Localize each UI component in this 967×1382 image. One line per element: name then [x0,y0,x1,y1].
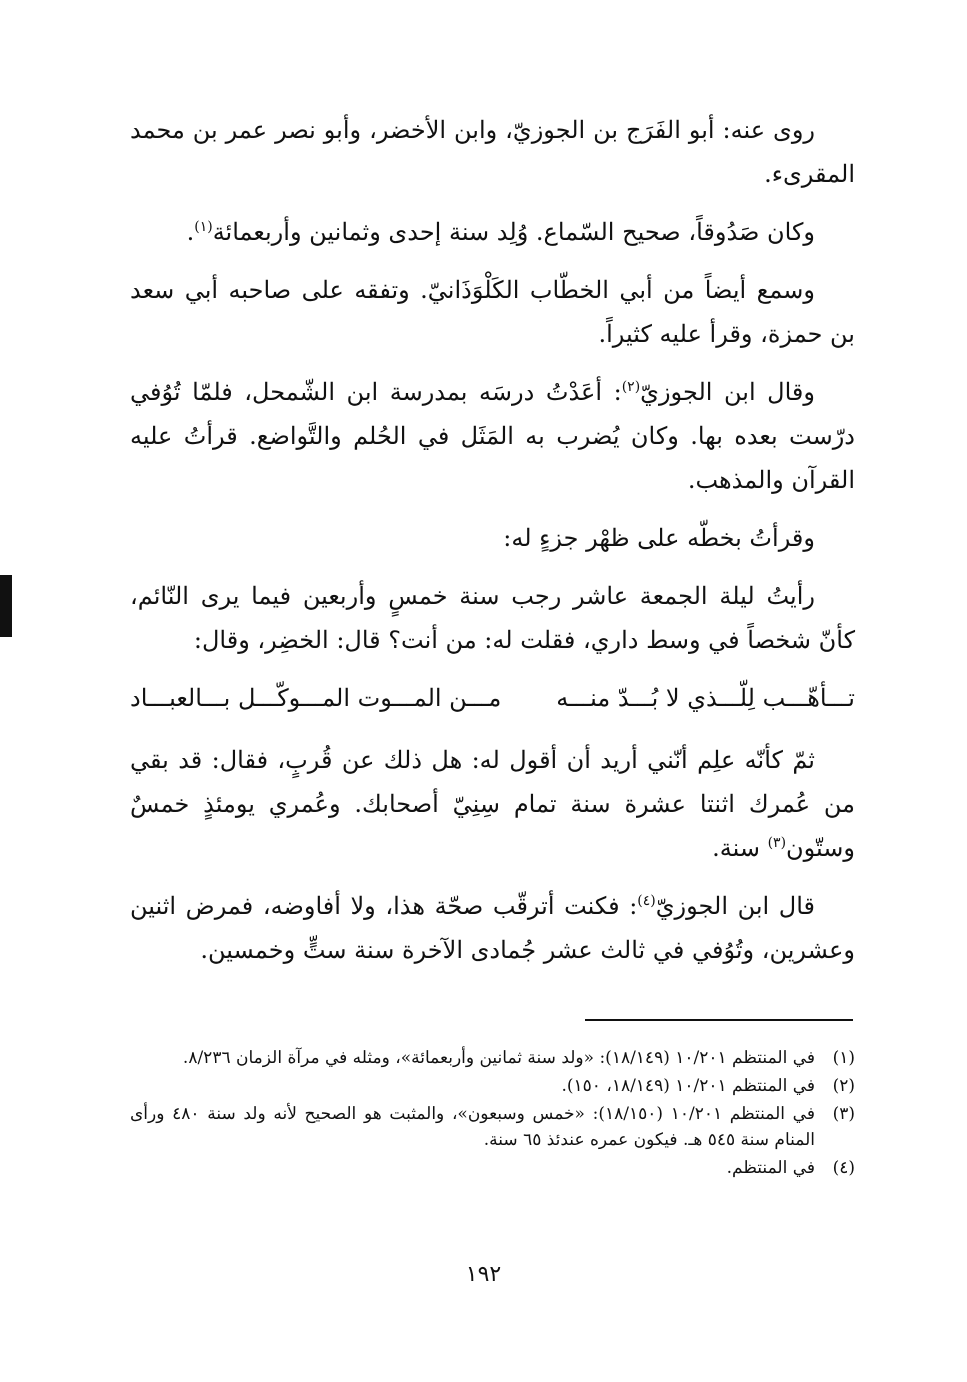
paragraph-text: روى عنه: أبو الفَرَج بن الجوزيّ، وابن الأخضر، وأبو نصر عمر بن محمد المقرىء. [130,116,855,188]
paragraph-text: وكان صَدُوقاً، صحيح السّماع. وُلِد سنة إحدى وثمانين وأربعمائة [212,218,815,246]
paragraph-text: وسمع أيضاً من أبي الخطّاب الكَلْوَذَانيّ. وتفقه على صاحبه أبي سعد بن حمزة، وقرأ عليه كثيراً. [130,276,855,348]
page-number: ١٩٢ [465,1262,502,1287]
footnote-text: في المنتظم. [726,1158,815,1178]
footnote [130,1045,855,1071]
paragraph [130,108,855,196]
footnote-separator [585,1019,853,1021]
footnote [130,1155,855,1181]
verse-second-hemistich: مـــن المـــوت المـــوكّـــل بـــالعبـــاد [130,684,502,712]
footnote-ref[interactable]: (١) [194,219,213,235]
footnote [130,1101,855,1153]
main-text [130,108,855,986]
paragraph-text: ثمّ كأنّه علِم أنّني أريد أن أقول له: هل ذلك عن قُربٍ، فقال: قد بقي من عُمرك اثنتا عشرة سنة تمام سِنِيّ أصحابك. وعُمري يومئذٍ خمسٌ وستّون [130,746,855,862]
footnote-number: (١) [832,1048,855,1068]
footnote-ref[interactable]: (٤) [637,893,656,909]
footnote-text: في المنتظم ١٠/٢٠١ (١٨/١٥٠): «خمس وسبعون»، والمثبت هو الصحيح لأنه ولد سنة ٤٨٠ ورأى المنام سنة ٥٤٥ هـ. فيكون عمره عندئذ ٦٥ سنة. [130,1104,815,1150]
footnotes [130,1045,855,1183]
paragraph [130,268,855,356]
footnote-text: في المنتظم ١٠/٢٠١ (١٨/١٤٩): «ولد سنة ثمانين وأربعمائة»، ومثله في مرآة الزمان ٨/٢٣٦. [182,1048,815,1068]
paragraph [130,210,855,254]
paragraph [130,884,855,972]
paragraph-text: : أعَدْتُ درسَه بمدرسة ابن الشّمحل، فلمّا تُوُفي درّست بعده بها. وكان يُضرب به المَثَل في الحُلم والتَّواضع. قرأتُ عليه القرآن والمذهب. [130,378,855,494]
footnote-number: (٣) [832,1104,855,1124]
paragraph [130,574,855,662]
footnote-ref[interactable]: (٢) [621,379,641,395]
paragraph-text: وقال ابن الجوزيّ [640,378,815,406]
footnote-ref[interactable]: (٣) [767,835,787,851]
paragraph-text: رأيتُ ليلة الجمعة عاشر رجب سنة خمسٍ وأربعين فيما يرى النّائم، كأنّ شخصاً في وسط داري، فقلت له: من أنت؟ قال: الخضِر، وقال: [130,582,855,654]
paragraph-text: : فكنت أترقّب صحّة هذا، ولا أفاوضه، فمرض اثنين وعشرين، وتُوُفي في ثالث عشر جُمادى الآخرة سنة ستٍّ وخمسين. [130,892,855,964]
footnote-text: في المنتظم ١٠/٢٠١ (١٨/١٤٩، ١٥٠). [561,1076,815,1096]
paragraph [130,516,855,560]
paragraph-text: قال ابن الجوزيّ [655,892,816,920]
scan-edge-mark [0,575,12,637]
footnote [130,1073,855,1099]
poem-verse [130,676,855,720]
paragraph [130,370,855,502]
footnote-number: (٢) [832,1076,855,1096]
verse-first-hemistich: تـــأهّـــب لِلّـــذي لا بُـــدّ منـــه [556,684,855,712]
paragraph-text: سنة. [712,834,768,862]
footnote-number: (٤) [832,1158,855,1178]
paragraph [130,738,855,870]
paragraph-text: . [186,218,195,246]
paragraph-text: وقرأتُ بخطّه على ظهْر جزءٍ له: [503,524,815,552]
